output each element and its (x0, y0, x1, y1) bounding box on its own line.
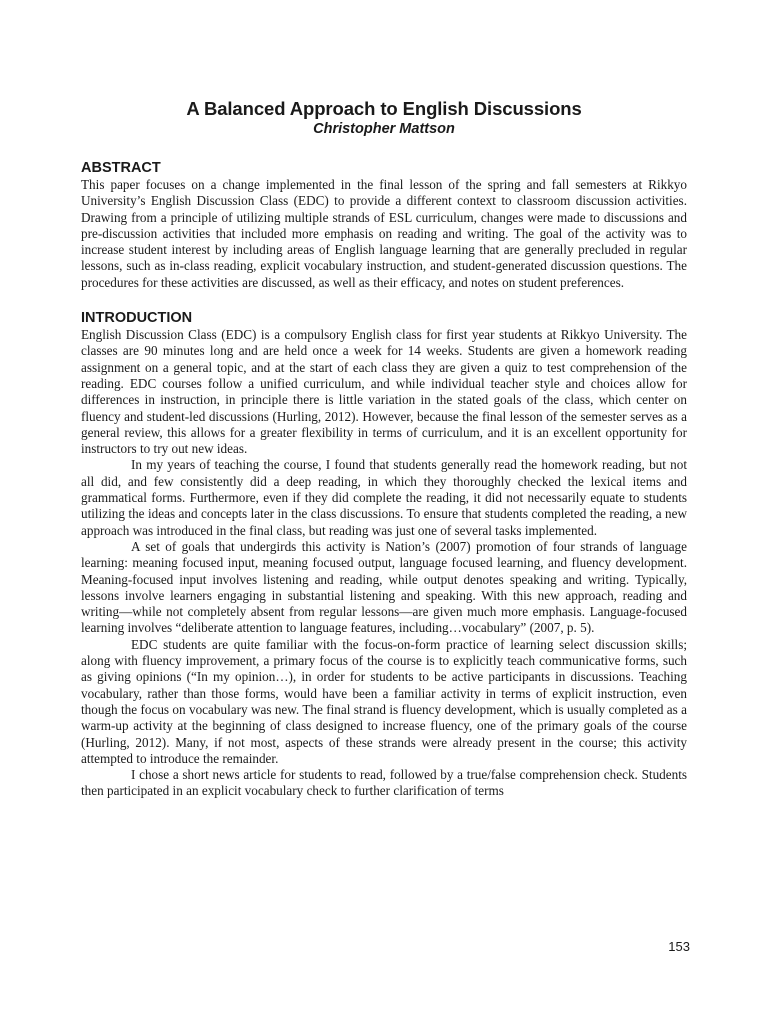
paper-title: A Balanced Approach to English Discussions (186, 98, 582, 119)
intro-paragraph: A set of goals that undergirds this activity is Nation’s (2007) promotion of four strands of language learning: meaning focused input, meaning focused output, language focused learning, and fluency development. Meaning-focused input involves listening and reading, while output denotes speaking and writing. Typically, lessons involve learners engaging in substantial listening and speaking. With this new approach, reading and writing—while not completely absent from regular lessons—are given much more emphasis. Language-focused learning involves “deliberate attention to language features, including…vocabulary” (2007, p. 5). (81, 538, 687, 636)
abstract-text: This paper focuses on a change implemented in the final lesson of the spring and fall semesters at Rikkyo University’s English Discussion Class (EDC) to provide a different context to classroom discussion activities. Drawing from a principle of utilizing multiple strands of ESL curriculum, changes were made to discussions and pre-discussion activities that included more emphasis on reading and writing. The goal of the activity was to increase student interest by including areas of English language learning that are generally precluded in regular lessons, such as in-class reading, explicit vocabulary instruction, and student-generated discussion questions. The procedures for these activities are discussed, as well as their efficacy, and notes on student preferences. (81, 177, 687, 290)
page-number: 153 (668, 939, 690, 954)
introduction-heading: INTRODUCTION (81, 310, 193, 327)
intro-paragraph: EDC students are quite familiar with the focus-on-form practice of learning select discussion skills; along with fluency improvement, a primary focus of the course is to explicitly teach communicative forms, such as giving opinions (“In my opinion…), in order for students to be active participants in discussions. Teaching vocabulary, rather than those forms, would have been a familiar activity in terms of explicit instruction, even though the focus on vocabulary was new. The final strand is fluency development, which is usually completed as a warm-up activity at the beginning of class designed to increase fluency, one of the primary goals of the course (Hurling, 2012). Many, if not most, aspects of these strands were already present in the course; this activity attempted to introduce the remainder. (81, 636, 687, 766)
abstract-heading: ABSTRACT (81, 160, 161, 176)
author-name: Christopher Mattson (313, 121, 455, 137)
page-content (81, 98, 687, 800)
intro-paragraph: English Discussion Class (EDC) is a compulsory English class for first year students at Rikkyo University. The classes are 90 minutes long and are held once a week for 14 weeks. Students are given a homework reading assignment on a general topic, and at the start of each class they are given a quiz to test comprehension of the reading. EDC courses follow a unified curriculum, and while individual teacher style and choices allow for differences in instruction, in principle there is little variation in the stated goals of the class, which center on fluency and student-led discussions (Hurling, 2012). However, because the final lesson of the semester serves as a general review, this allows for a greater flexibility in terms of curriculum, and it is an excellent opportunity for instructors to try out new ideas. (81, 327, 687, 457)
intro-paragraph: In my years of teaching the course, I found that students generally read the homework reading, but not all did, and few consistently did a deep reading, in which they thoroughly checked the lexical items and grammatical forms. Furthermore, even if they did complete the reading, it did not necessarily equate to students utilizing the ideas and concepts later in the class discussions. To ensure that students completed the reading, a new approach was introduced in the final class, but reading was just one of several tasks implemented. (81, 457, 687, 538)
intro-paragraph: I chose a short news article for students to read, followed by a true/false comprehension check. Students then participated in an explicit vocabulary check to further clarification of terms (81, 767, 687, 799)
